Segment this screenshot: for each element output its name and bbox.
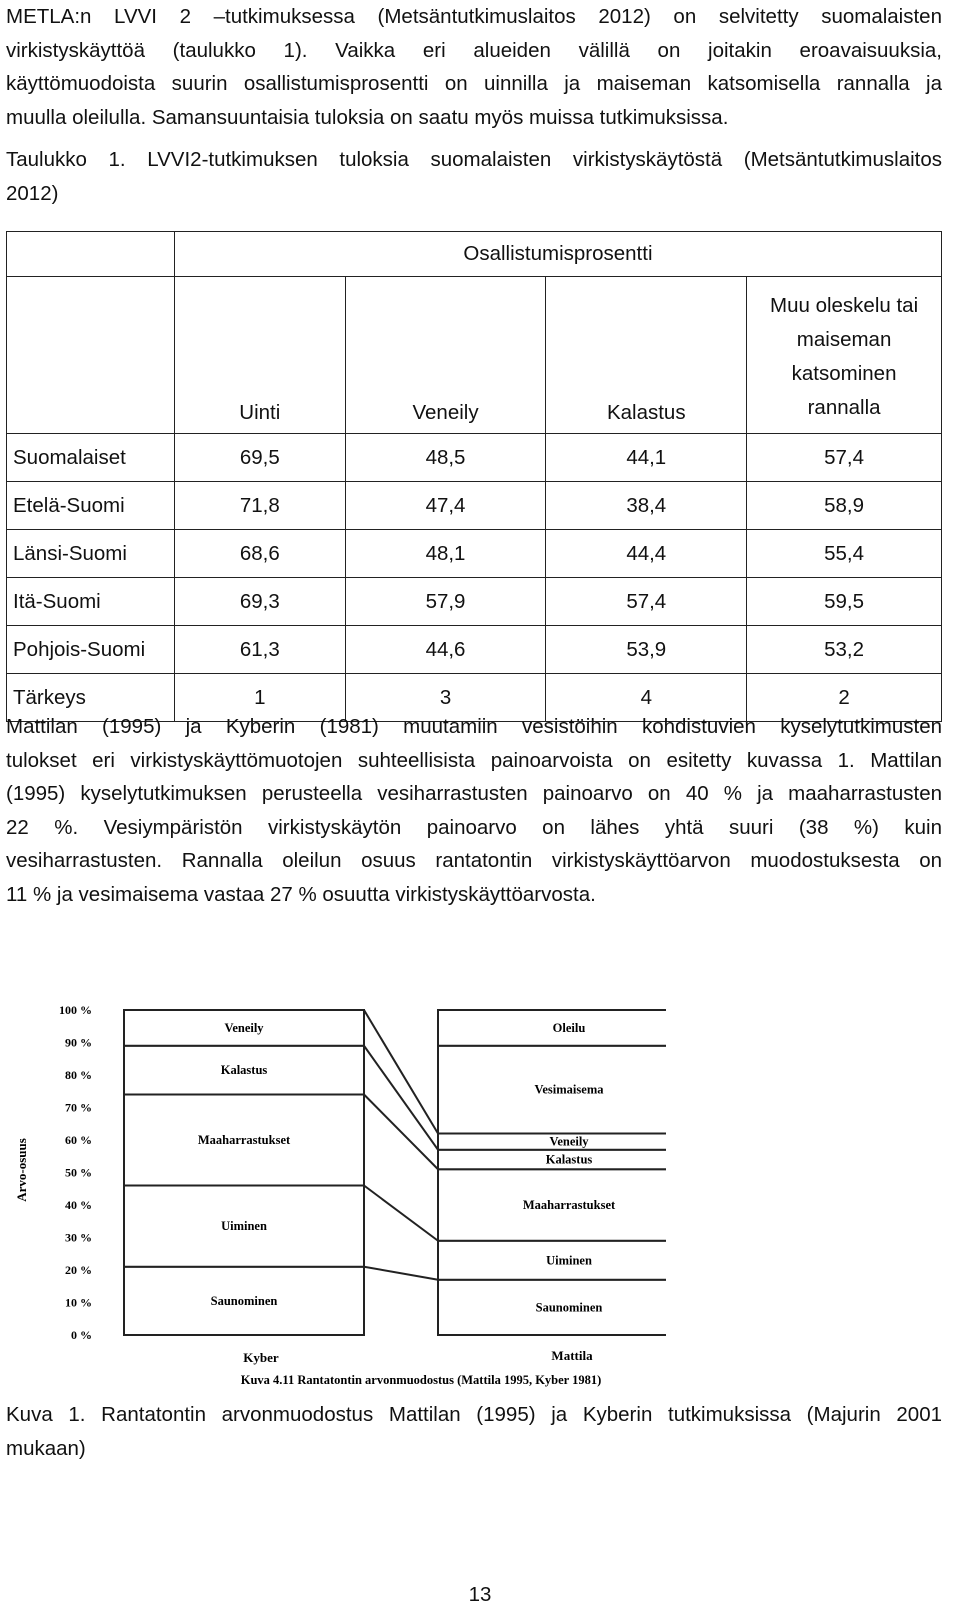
table-cell: 69,5 xyxy=(174,434,345,482)
y-tick-label: 80 % xyxy=(65,1068,92,1082)
y-tick-label: 20 % xyxy=(65,1263,92,1277)
column-header-line: katsominen xyxy=(791,362,897,385)
connector-line xyxy=(364,1186,438,1241)
segment-label-oleilu: Oleilu xyxy=(552,1020,586,1035)
column-header-line: rannalla xyxy=(807,396,881,419)
y-tick-label: 100 % xyxy=(59,1003,92,1017)
table-cell: 57,4 xyxy=(546,578,747,626)
intro-paragraph xyxy=(6,0,942,134)
super-header: Osallistumisprosentti xyxy=(174,232,941,277)
column-header-line: Muu oleskelu tai xyxy=(770,294,919,317)
row-label: Tärkeys xyxy=(7,674,175,722)
row-label: Länsi-Suomi xyxy=(7,530,175,578)
segment-label-vesimaisema: Vesimaisema xyxy=(534,1082,604,1097)
connector-line xyxy=(364,1010,438,1134)
table-cell: 69,3 xyxy=(174,578,345,626)
table-cell: 53,2 xyxy=(747,626,942,674)
text-line: Taulukko 1. LVVI2-tutkimuksen tuloksia suomalaisten virkistyskäytöstä (Metsäntutkimuslaitos xyxy=(6,148,942,171)
text-line: 2012) xyxy=(6,181,59,205)
table-row xyxy=(7,482,942,530)
table-cell: 57,9 xyxy=(345,578,546,626)
y-tick-label: 60 % xyxy=(65,1133,92,1147)
table-corner-cell xyxy=(7,232,175,277)
y-tick-label: 90 % xyxy=(65,1035,92,1050)
segment-label-saunominen: Saunominen xyxy=(210,1293,278,1308)
table-caption xyxy=(6,143,942,210)
row-label: Pohjois-Suomi xyxy=(7,626,175,674)
body-paragraph xyxy=(6,710,942,911)
column-header: Kalastus xyxy=(546,277,747,434)
table-cell: 4 xyxy=(546,674,747,722)
text-line: Mattilan (1995) ja Kyberin (1981) muutamiin vesistöihin kohdistuvien kyselytutkimusten xyxy=(6,715,942,738)
column-header: Uinti xyxy=(174,277,345,434)
segment-label-maaharrastukset: Maaharrastukset xyxy=(522,1198,616,1212)
stacked-bar-chart xyxy=(6,985,666,1405)
connector-line xyxy=(364,1267,438,1280)
row-label: Itä-Suomi xyxy=(7,578,175,626)
y-tick-label: 70 % xyxy=(65,1100,92,1115)
text-line: käyttömuodoista suurin osallistumisprosentti on uinnilla ja maiseman katsomisella rannalla ja xyxy=(6,72,942,95)
segment-label-veneily: Veneily xyxy=(224,1020,264,1035)
table-cell: 47,4 xyxy=(345,482,546,530)
column-header xyxy=(747,277,942,434)
y-axis-label: Arvo-osuus xyxy=(14,1138,29,1202)
category-label-kyber: Kyber xyxy=(243,1350,279,1365)
table-cell: 44,1 xyxy=(546,434,747,482)
connector-line xyxy=(364,1046,438,1150)
table-cell: 58,9 xyxy=(747,482,942,530)
connector-lines xyxy=(364,1010,438,1280)
table-cell: 61,3 xyxy=(174,626,345,674)
y-tick-label: 30 % xyxy=(65,1230,92,1245)
column-header-line: maiseman xyxy=(796,328,892,351)
text-line: Kuva 1. Rantatontin arvonmuodostus Mattilan (1995) ja Kyberin tutkimuksissa (Majurin 2001 xyxy=(6,1403,942,1426)
table-super-header-row xyxy=(7,232,942,277)
text-line: virkistyskäyttöä (taulukko 1). Vaikka eri alueiden välillä on joitakin eroavaisuuksia, xyxy=(6,38,942,62)
text-line: vesiharrastusten. Rannalla oleilun osuus rantatontin virkistyskäyttöarvon muodostuksesta on xyxy=(6,849,942,872)
text-line: 11 % ja vesimaisema vastaa 27 % osuutta virkistyskäyttöarvosta. xyxy=(6,882,596,906)
table-header-row xyxy=(7,277,942,434)
y-axis-ticks xyxy=(59,1003,92,1342)
column-header: Veneily xyxy=(345,277,546,434)
y-tick-label: 50 % xyxy=(65,1165,92,1180)
table-cell: 48,5 xyxy=(345,434,546,482)
table-header-empty-cell xyxy=(7,277,175,434)
table-cell: 3 xyxy=(345,674,546,722)
table-cell: 53,9 xyxy=(546,626,747,674)
category-label-mattila: Mattila xyxy=(551,1348,593,1363)
text-line: METLA:n LVVI 2 –tutkimuksessa (Metsäntutkimuslaitos 2012) on selvitetty suomalaisten xyxy=(6,5,942,28)
page-number: 13 xyxy=(468,1583,492,1606)
text-line: muulla oleilulla. Samansuuntaisia tuloksia on saatu myös muissa tutkimuksissa. xyxy=(6,105,729,129)
data-table xyxy=(6,231,942,722)
table-cell: 57,4 xyxy=(747,434,942,482)
table-cell: 48,1 xyxy=(345,530,546,578)
table-cell: 38,4 xyxy=(546,482,747,530)
text-line: (1995) kyselytutkimuksen perusteella vesiharrastusten painoarvo on 40 % ja maaharrastusten xyxy=(6,782,942,805)
table-cell: 71,8 xyxy=(174,482,345,530)
text-line: mukaan) xyxy=(6,1436,86,1460)
figure-caption xyxy=(6,1398,942,1465)
row-label: Etelä-Suomi xyxy=(7,482,175,530)
segment-label-kalastus: Kalastus xyxy=(545,1152,593,1167)
segment-label-uiminen: Uiminen xyxy=(221,1219,267,1234)
table-cell: 2 xyxy=(747,674,942,722)
table-row xyxy=(7,626,942,674)
y-tick-label: 40 % xyxy=(65,1198,92,1212)
table-cell: 44,4 xyxy=(546,530,747,578)
table-cell: 44,6 xyxy=(345,626,546,674)
bars xyxy=(124,1010,666,1335)
row-label: Suomalaiset xyxy=(7,434,175,482)
segment-label-kalastus: Kalastus xyxy=(220,1063,268,1078)
chart-caption: Kuva 4.11 Rantatontin arvonmuodostus (Mattila 1995, Kyber 1981) xyxy=(240,1373,602,1387)
table-cell: 1 xyxy=(174,674,345,722)
table-row xyxy=(7,434,942,482)
y-tick-label: 10 % xyxy=(65,1295,92,1310)
table-cell: 68,6 xyxy=(174,530,345,578)
connector-line xyxy=(364,1095,438,1170)
text-line: tulokset eri virkistyskäyttömuotojen suhteellisista painoarvoista on esitetty kuvassa 1. Mattilan xyxy=(6,748,942,772)
table-cell: 55,4 xyxy=(747,530,942,578)
y-tick-label: 0 % xyxy=(71,1328,92,1342)
table-row xyxy=(7,578,942,626)
table-cell: 59,5 xyxy=(747,578,942,626)
segment-label-maaharrastukset: Maaharrastukset xyxy=(197,1133,291,1147)
text-line: 22 %. Vesiympäristön virkistyskäytön painoarvo on lähes yhtä suuri (38 %) kuin xyxy=(6,815,942,839)
table-row xyxy=(7,530,942,578)
segment-label-veneily: Veneily xyxy=(549,1134,589,1149)
segment-label-uiminen: Uiminen xyxy=(546,1253,592,1268)
segment-label-saunominen: Saunominen xyxy=(535,1300,603,1315)
